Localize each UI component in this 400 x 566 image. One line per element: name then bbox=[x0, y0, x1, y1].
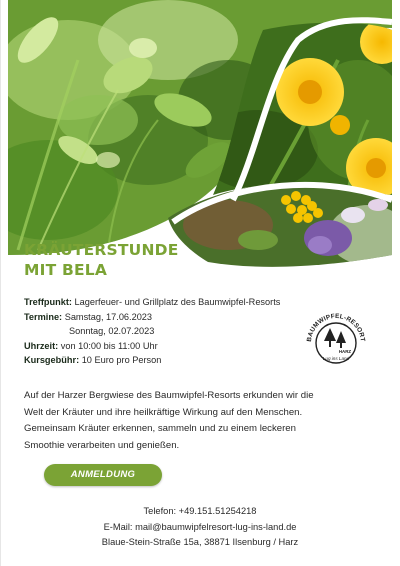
meeting-point-label: Treffpunkt: bbox=[24, 297, 72, 307]
fee-value: 10 Euro pro Person bbox=[81, 355, 162, 365]
logo-region: HARZ bbox=[338, 349, 352, 354]
time-value: von 10:00 bis 11:00 Uhr bbox=[60, 340, 158, 351]
meeting-point-value: Lagerfeuer- und Grillplatz des Baumwipfel-Resorts bbox=[74, 297, 281, 307]
logo-ring-text: BAUMWIPFEL-RESORT bbox=[305, 312, 367, 343]
fee-label: Kursgebühr: bbox=[24, 355, 80, 365]
description-line-2: Welt der Kräuter und ihre heilkräftige Wirkung auf den Menschen. bbox=[24, 406, 303, 418]
title-line-2: MIT BELA bbox=[24, 261, 108, 279]
dandelion-flower-large bbox=[276, 58, 344, 126]
dates-label: Termine: bbox=[24, 311, 63, 322]
description-line-4: Smoothie verarbeiten und genießen. bbox=[24, 439, 180, 451]
contact-address: Blaue-Stein-Straße 15a, 38871 Ilsenburg / Harz bbox=[101, 537, 299, 547]
registration-button[interactable]: ANMELDUNG bbox=[44, 464, 162, 486]
meeting-point-row bbox=[24, 295, 280, 310]
contact-info bbox=[60, 504, 340, 551]
dates-row-2 bbox=[24, 324, 280, 339]
description-line-1: Auf der Harzer Bergwiese des Baumwipfel-Resorts erkunden wir die bbox=[24, 390, 314, 401]
time-row bbox=[24, 339, 280, 354]
logo-slogan: Lug ins Land bbox=[322, 356, 350, 361]
hero-photo-collage bbox=[8, 0, 392, 275]
date-1: Samstag, 17.06.2023 bbox=[64, 311, 153, 322]
dates-row bbox=[24, 310, 280, 325]
description-line-3: Gemeinsam Kräuter erkennen, sammeln und zu einem leckeren bbox=[24, 423, 296, 434]
event-title bbox=[24, 240, 179, 280]
time-label: Uhrzeit: bbox=[24, 340, 59, 351]
contact-phone: Telefon: +49.151.51254218 bbox=[143, 506, 257, 516]
svg-text:BAUMWIPFEL-RESORT bbox=[306, 313, 366, 342]
title-line-1: KRÄUTERSTUNDE bbox=[24, 241, 179, 259]
resort-logo bbox=[303, 307, 369, 373]
date-2: Sonntag, 02.07.2023 bbox=[69, 326, 155, 336]
tree-icon bbox=[324, 328, 346, 348]
contact-email: E-Mail: mail@baumwipfelresort-lug-ins-land.de bbox=[103, 521, 297, 532]
event-details bbox=[24, 295, 280, 368]
fee-row bbox=[24, 353, 280, 368]
event-description bbox=[24, 388, 369, 454]
